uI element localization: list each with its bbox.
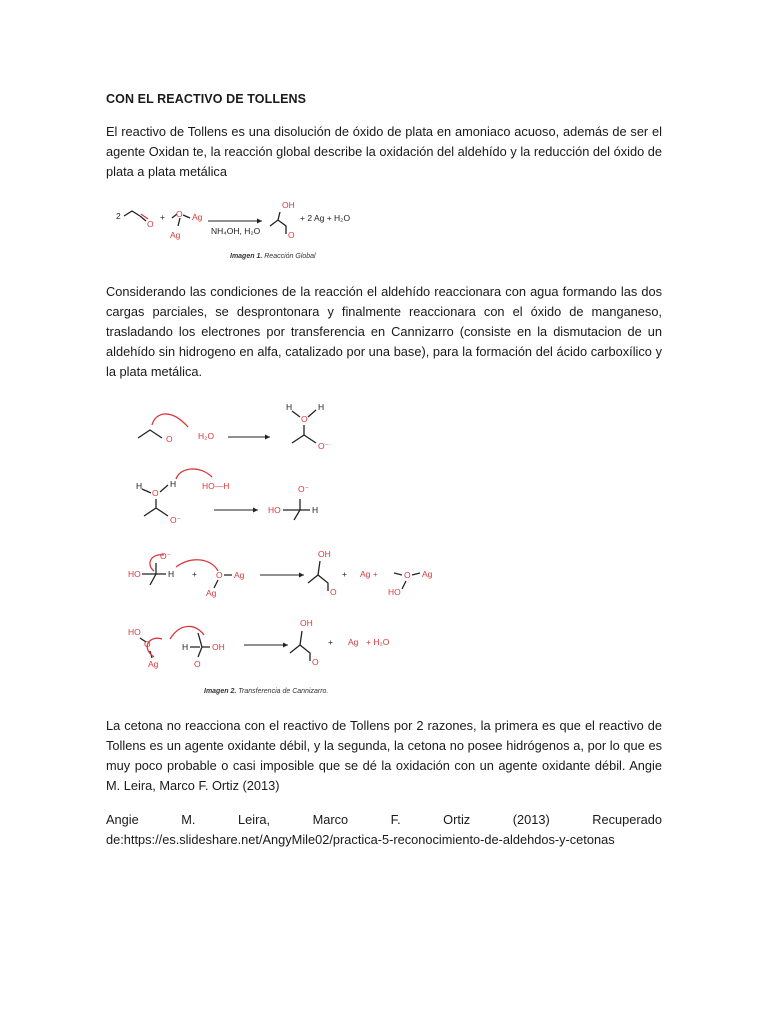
row1-water-label: H₂O — [198, 431, 215, 441]
row2-o-top: O — [152, 488, 159, 498]
row3-ag-label-b: Ag — [206, 588, 217, 598]
row4-ag-product: Ag — [348, 637, 359, 647]
row2-product-o-minus: O⁻ — [298, 484, 310, 494]
figure-1-caption-bold: Imagen 1. — [230, 253, 263, 260]
section-heading: CON EL REACTIVO DE TOLLENS — [106, 92, 307, 106]
row4-ag-label: Ag — [148, 659, 159, 669]
paragraph-ketone: La cetona no reacciona con el reactivo de Tollens por 2 razones, la primera es que el reactivo de Tollens es un agente oxidante débil, y la segunda, la cetona no posee hidrógenos a, por lo que es muy poco probable o casi imposible que se dé la oxidación con un agente oxidante débil. Angie M. Leira, Marco F. Ortiz (2013) — [106, 718, 662, 793]
row3-plus-b: + — [342, 569, 347, 579]
figure-cannizzaro-mechanism — [120, 395, 450, 700]
row4-o-bottom: O — [194, 659, 201, 669]
figure-1-caption: Reacción Global — [264, 253, 316, 260]
row2-hydroxide-label: HO—H — [202, 481, 230, 491]
row4-acid-o: O — [312, 657, 319, 667]
reagents-label: NH₄OH, H₂O — [211, 226, 261, 236]
svg-text:Imagen 2. Transferencia de Can — [204, 688, 328, 695]
row1-aldehyde — [138, 430, 162, 438]
figure-global-reaction — [110, 196, 390, 266]
row3-acid-oh: OH — [318, 549, 331, 559]
acid-bonds — [270, 212, 286, 234]
acid-o-label: O — [288, 230, 295, 240]
row4-plus: + — [328, 637, 333, 647]
row3-ag-label-c: Ag — [422, 569, 433, 579]
row3-ag-label-a: Ag — [234, 570, 245, 580]
row4-o-label: O — [144, 639, 151, 649]
row2-ho-label: HO — [268, 505, 281, 515]
row3-arrow-b — [176, 560, 218, 571]
row4-acid-oh: OH — [300, 618, 313, 628]
row2-h-right: H — [170, 479, 177, 489]
row2-curved-arrow — [176, 469, 212, 479]
row3-o-label: O — [216, 570, 223, 580]
row2-product-h: H — [312, 505, 319, 515]
row1-o-top: O — [301, 414, 308, 424]
row1-h-left: H — [286, 402, 293, 412]
row3-ho-label-b: HO — [388, 587, 401, 597]
row3-plus: + — [192, 569, 197, 579]
row1-o-minus: O⁻ — [318, 441, 330, 451]
figure-2-caption: Transferencia de Cannizarro. — [238, 688, 329, 695]
silver-label-top: Ag — [192, 212, 203, 222]
row3-o-minus: O⁻ — [160, 551, 172, 561]
silver-oxide-o-label: O — [176, 209, 183, 219]
row1-o-label: O — [166, 434, 173, 444]
row3-ho-label: HO — [128, 569, 141, 579]
row1-curved-arrow — [152, 414, 188, 427]
aldehyde-o-label: O — [147, 219, 154, 229]
row2-o-minus: O⁻ — [170, 515, 182, 525]
row4-h-label: H — [182, 642, 189, 652]
row3-ag2o-o: O — [404, 570, 411, 580]
paragraph-intro: El reactivo de Tollens es una disolución de óxido de plata en amoniaco acuoso, además de ser el agente Oxidan te, la reacción global describe la oxidación del aldehído y la reducción del óxido de plata a plata metálica — [106, 124, 662, 179]
svg-text:Imagen 1. Reacción Global — [230, 253, 316, 260]
paragraph-mechanism: Considerando las condiciones de la reacción el aldehído reaccionara con agua formando las dos cargas parciales, se desprontonara y finalmente reaccionara con el óxido de manganeso, trasladando los electrones por transferencia en Cannizarro (consiste en la dismutacion de un aldehído sin hidrogeno en alfa, catalizado por una base), para la formación del ácido carboxílico y la plata metálica. — [106, 284, 662, 379]
row3-acid-o: O — [330, 587, 337, 597]
coefficient-label: 2 — [116, 211, 121, 221]
row4-ho-label: HO — [128, 627, 141, 637]
products-label: + 2 Ag + H₂O — [300, 213, 351, 223]
silver-label-bottom: Ag — [170, 230, 181, 240]
aldehyde-bond — [124, 211, 140, 216]
acid-oh-label: OH — [282, 200, 295, 210]
figure-2-caption-bold: Imagen 2. — [204, 688, 237, 695]
row4-oh-label: OH — [212, 642, 225, 652]
row1-h-right: H — [318, 402, 325, 412]
row2-h-left: H — [136, 481, 143, 491]
row3-h-label: H — [168, 569, 175, 579]
row3-ag-plus: Ag + — [360, 569, 378, 579]
reference-citation: Angie M. Leira, Marco F. Ortiz (2013) Recuperado de:https://es.slideshare.net/AngyMile02/practica-5-reconocimiento-de-aldehdos-y-cetonas — [106, 812, 662, 847]
plus-sign: + — [160, 212, 165, 222]
row4-water-product: + H₂O — [366, 637, 390, 647]
